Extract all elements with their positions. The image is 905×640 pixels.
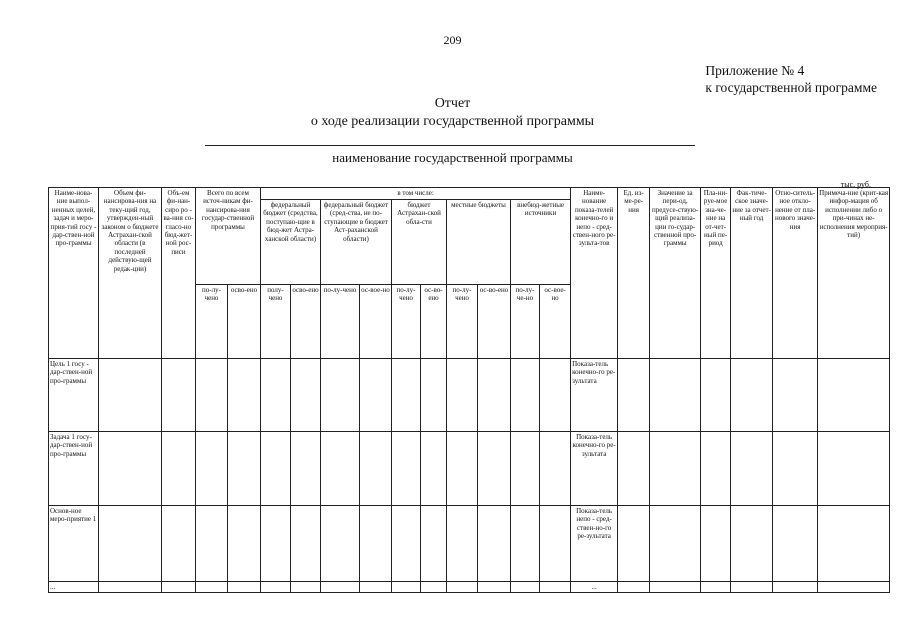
header-note: Примеча-ние (крит-кая инфор-мация об исполнении либо о при-чинах не-исполнения мероприя-тий) <box>818 188 890 359</box>
sub-received: полу-чено <box>261 285 291 359</box>
report-title-line-1: Отчет <box>434 96 471 111</box>
appendix-line-1: Приложение № 4 <box>705 63 805 78</box>
row-indicator: Показа-тель конечно-го ре-зультата <box>571 432 618 506</box>
report-table-wrapper <box>48 187 889 593</box>
row-indicator: Показа-тель конечно-го ре-зультата <box>571 359 618 432</box>
report-title-line-2: о ходе реализации государственной программы <box>310 114 595 129</box>
program-name-caption: наименование государственной программы <box>332 150 573 165</box>
sub-spent: ос-вое-но <box>540 285 571 359</box>
program-name-line <box>205 145 695 146</box>
row-indicator: ... <box>571 582 618 593</box>
sub-spent: осво-ено <box>228 285 261 359</box>
sub-spent: осво-ено <box>291 285 321 359</box>
sub-spent: ос-во-ено <box>478 285 511 359</box>
row-name: Задача 1 госу-дар-ствен-ной про-граммы <box>49 432 99 506</box>
report-table <box>48 187 890 593</box>
header-federal-budget: федеральный бюджет (средства, поступаю-щие в бюд-жет Астра-ханской области) <box>261 200 321 285</box>
header-local-budgets: местные бюджеты <box>447 200 511 285</box>
sub-spent: ос-вое-но <box>360 285 392 359</box>
header-total-sources: Всего по всем источ-никам фи-нансирова-ния государ-ственной программы <box>196 188 261 285</box>
row-indicator: Показа-тель непо - сред-ствен-но-го ре-зультата <box>571 506 618 582</box>
report-title <box>0 95 905 131</box>
appendix-heading <box>705 62 877 96</box>
header-value-period: Значение за пери-од, предусе-ствую-щий реализа-ции го-судар-ственной про-граммы <box>650 188 701 359</box>
sub-spent: ос-во-ено <box>421 285 447 359</box>
sub-received: по-лу-чено <box>196 285 228 359</box>
header-regional-budget: бюджет Астрахан-ской обла-сти <box>392 200 447 285</box>
header-planned: Пла-ни-руе-мое зна-че-ние на от-чет-ный пе-риод <box>701 188 731 359</box>
row-name: Цель 1 госу - дар-ствен-ной про-граммы <box>49 359 99 432</box>
page-number: 209 <box>443 33 462 47</box>
header-unit: Ед. из-ме-ре-ния <box>618 188 650 359</box>
table-row <box>49 506 890 582</box>
row-name: Основ-ное меро-приятие 1 <box>49 506 99 582</box>
table-row <box>49 432 890 506</box>
header-goal: Наиме-нова-ние выпол-ненных целей, задач и меро-прия-тий госу - дар-ствен-ной про-граммы <box>49 188 99 359</box>
table-row <box>49 359 890 432</box>
appendix-line-2: к государственной программе <box>705 80 877 95</box>
header-deviation: Отно-ситель-ное откло-нение от пла-нового значе-ния <box>773 188 818 359</box>
header-indicator: Наиме-нование показа-телей конечно-го и непо - сред-ствен-ного ре-зульта-тов <box>571 188 618 359</box>
header-actual: Фак-тиче-ское значе-ние за отчет-ный год <box>731 188 773 359</box>
table-row <box>49 582 890 593</box>
header-extra-budget: внебюд-жетные источники <box>511 200 571 285</box>
header-agreed-volume: Объ-ем фи-нан-сиро ро - ва-ния со-гласо-но бюд-жет-ной рос-писи <box>162 188 196 359</box>
sub-received: по-лу-чено <box>392 285 421 359</box>
header-including: в том числе: <box>261 188 571 200</box>
row-name: ... <box>49 582 99 593</box>
sub-received: по-лу-че-но <box>511 285 540 359</box>
unit-label: тыс. руб. <box>840 180 871 189</box>
header-federal-not: федеральный бюджет (сред-ства, не по-ступающие в бюджет Аст-раханской области) <box>321 200 392 285</box>
sub-received: по-лу-чено <box>321 285 360 359</box>
sub-received: по-лу-чено <box>447 285 478 359</box>
header-row-1 <box>49 188 890 200</box>
header-financing-volume: Объем фи-нансирова-ния на теку-щий год, утвержден-ный законом о бюджете Астрахан-ской области (в последней действую-щей редак-ции) <box>99 188 162 359</box>
